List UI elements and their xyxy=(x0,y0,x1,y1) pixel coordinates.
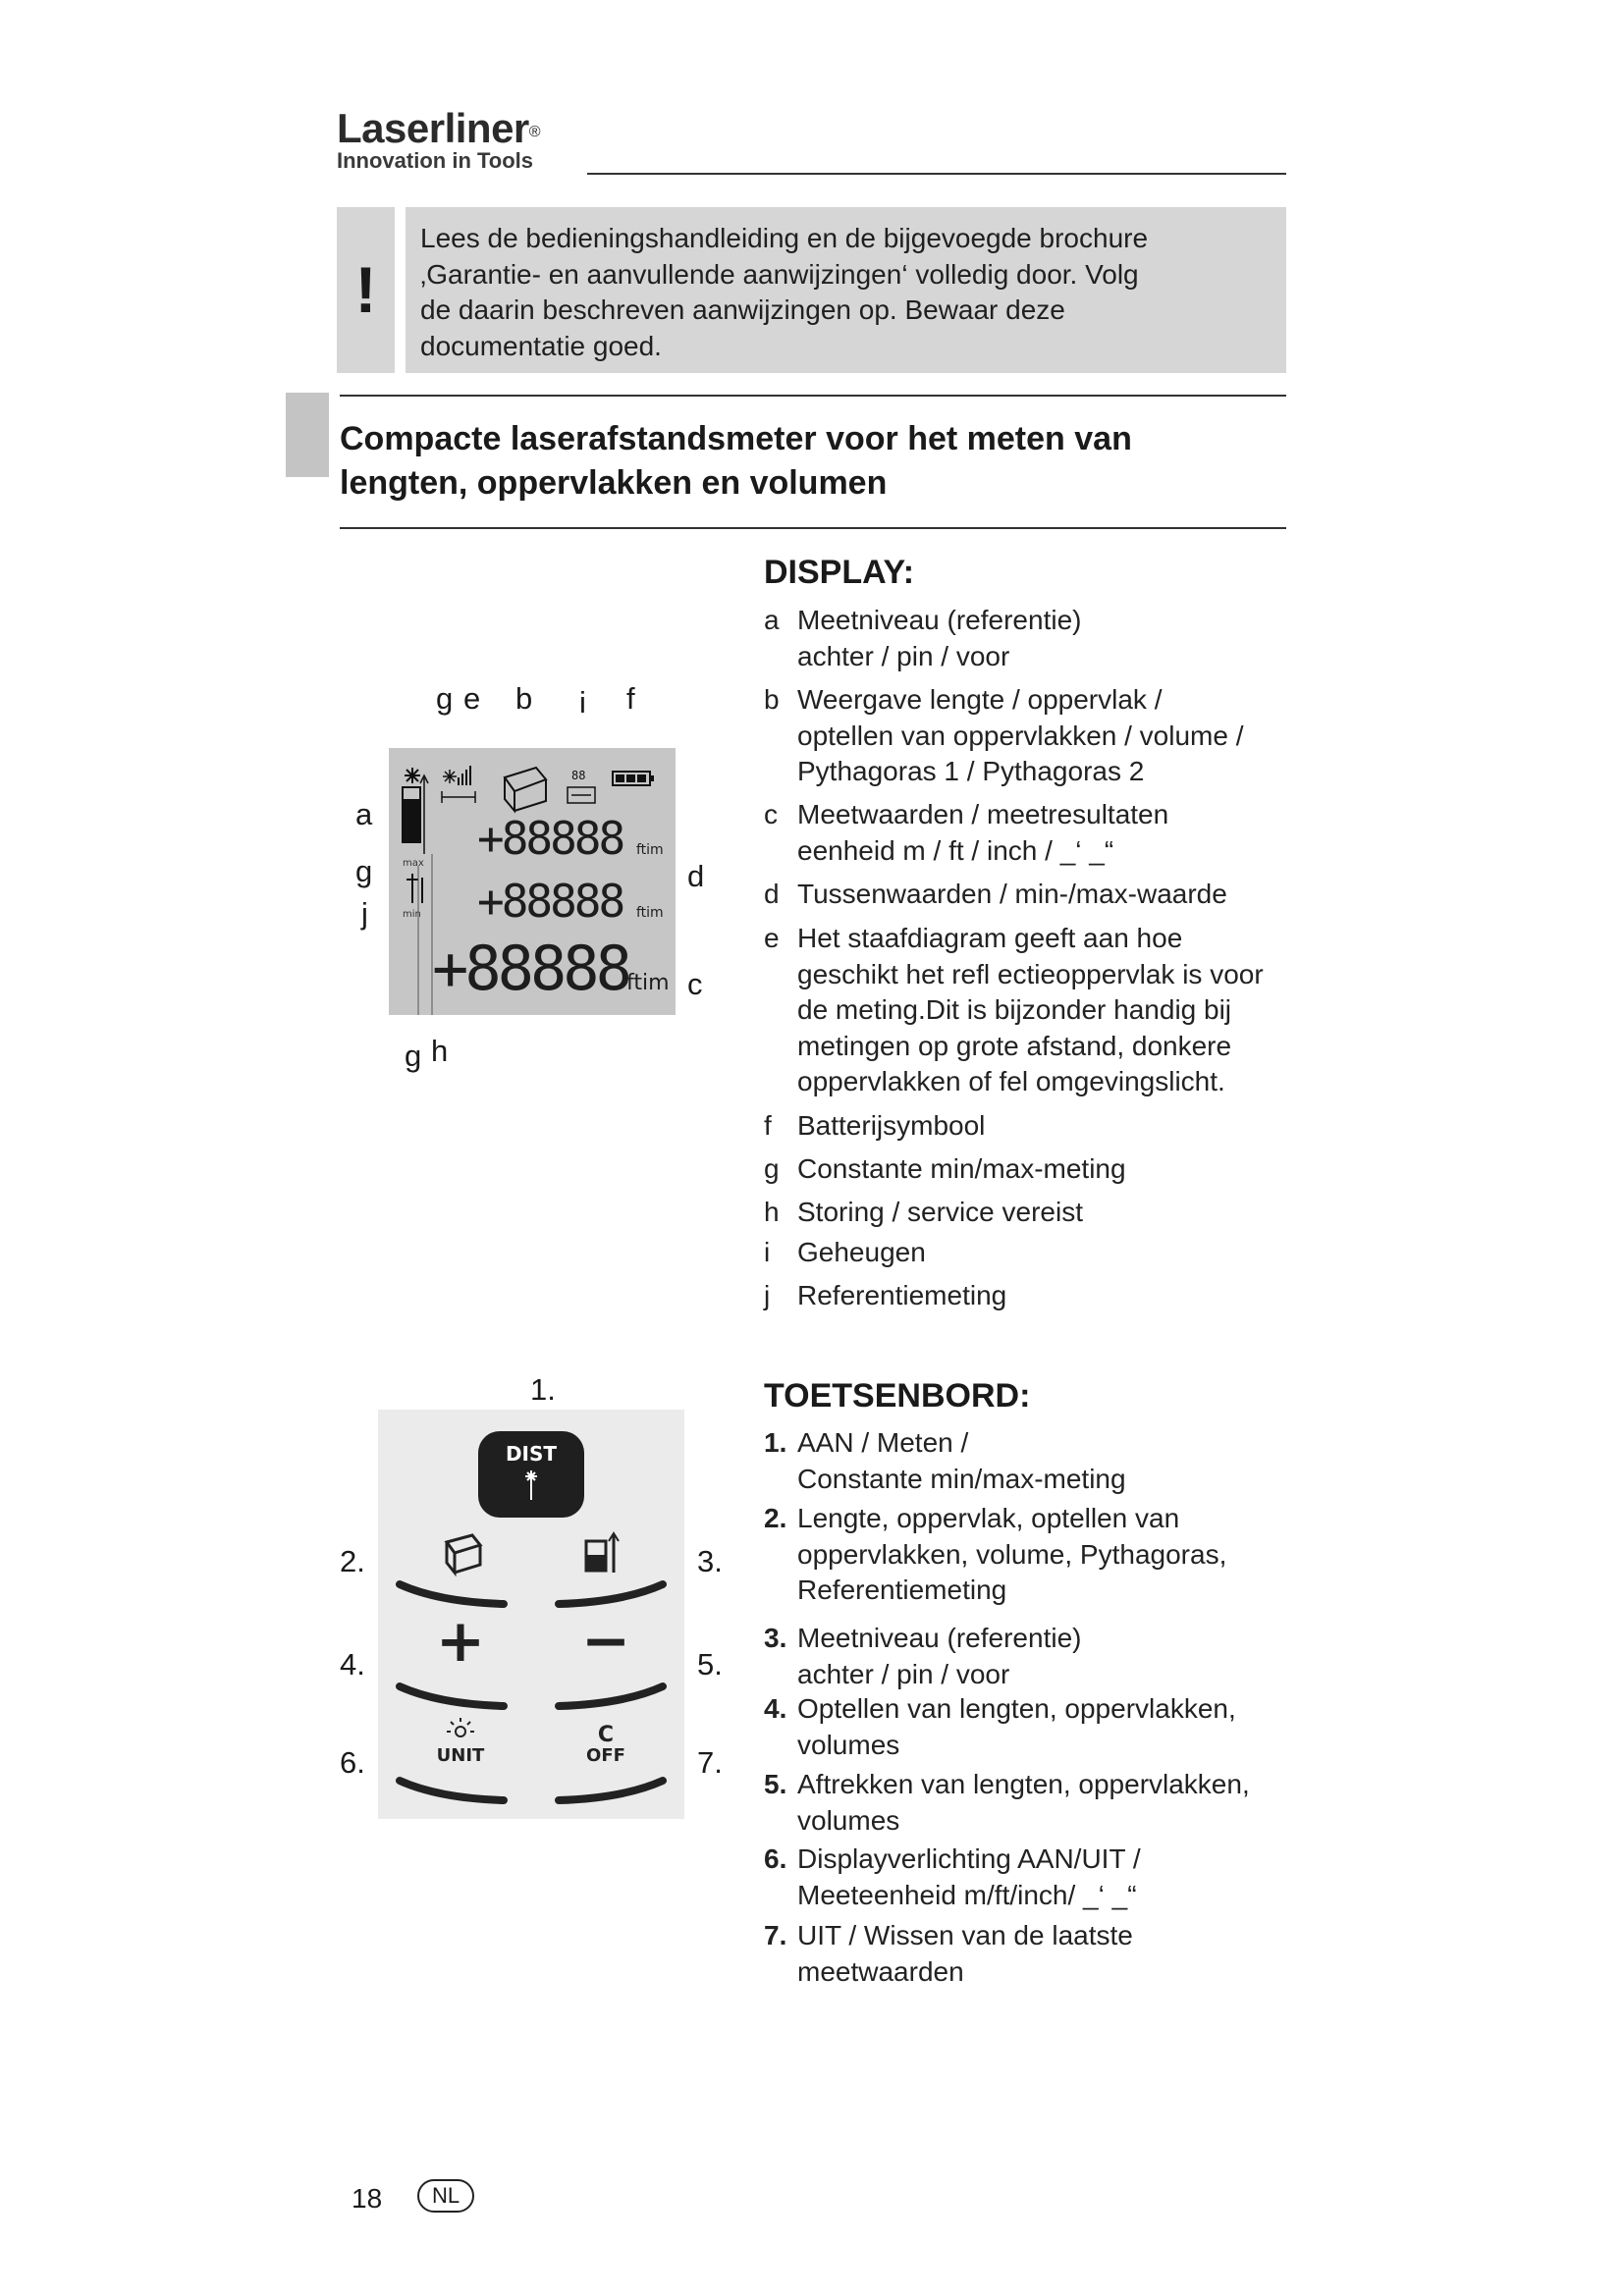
display-item-h xyxy=(764,1195,1294,1231)
item-text: Constante min/max-meting xyxy=(797,1463,1126,1494)
minus-icon: − xyxy=(580,1607,631,1676)
keypad-item-4 xyxy=(764,1691,1294,1763)
light-icon xyxy=(447,1718,474,1736)
item-text: Het staafdiagram geeft aan hoe xyxy=(797,923,1183,953)
diagram-label-top: i xyxy=(579,685,586,720)
keypad-number-7: 7. xyxy=(697,1745,723,1780)
item-text: optellen van oppervlakken / volume / xyxy=(797,720,1244,751)
item-key: h xyxy=(764,1197,780,1227)
c-label: C xyxy=(597,1723,615,1747)
reference-rear-icon xyxy=(403,799,420,842)
area-volume-icon xyxy=(505,768,546,811)
section-marker xyxy=(286,393,329,477)
volume-icon xyxy=(447,1535,480,1573)
diagram-label-left: g xyxy=(355,854,373,888)
notice-line: documentatie goed. xyxy=(420,330,662,361)
item-text: oppervlakken of fel omgevingslicht. xyxy=(797,1066,1225,1096)
notice-line: de daarin beschreven aanwijzingen op. Bewaar deze xyxy=(420,294,1065,325)
min-label: min xyxy=(403,909,421,920)
diagram-label-top: g xyxy=(436,681,454,716)
lcd-display xyxy=(389,748,676,1015)
item-key: 5. xyxy=(764,1769,787,1799)
area-volume-key[interactable] xyxy=(400,1535,504,1604)
item-text: Geheugen xyxy=(797,1237,926,1267)
brand-tagline: Innovation in Tools xyxy=(337,148,534,173)
warning-icon xyxy=(337,207,395,373)
page-number: 18 xyxy=(352,2183,383,2214)
item-text: Pythagoras 1 / Pythagoras 2 xyxy=(797,756,1145,786)
plus-icon: + xyxy=(435,1607,486,1676)
dist-label: DIST xyxy=(505,1442,558,1466)
item-key: 4. xyxy=(764,1693,787,1724)
item-text: Tussenwaarden / min-/max-waarde xyxy=(797,879,1227,909)
unit-key[interactable] xyxy=(400,1718,504,1800)
brand-logo xyxy=(337,106,540,173)
language-badge: NL xyxy=(417,2179,474,2213)
memory-digits: 88 xyxy=(571,769,586,782)
display-item-j xyxy=(764,1278,1294,1314)
item-text: de meting.Dit is bijzonder handig bij xyxy=(797,994,1232,1025)
item-text: Weergave lengte / oppervlak / xyxy=(797,684,1163,715)
battery-icon xyxy=(613,772,654,785)
warning-mark: ! xyxy=(354,253,377,326)
diagram-label-right: d xyxy=(687,859,705,893)
keypad-heading: TOETSENBORD: xyxy=(764,1377,1031,1415)
brand-name: Laserliner xyxy=(337,105,529,151)
keypad-item-6 xyxy=(764,1842,1294,1913)
reference-icon xyxy=(586,1533,619,1573)
readout-middle: +88888 xyxy=(477,875,623,928)
item-text: volumes xyxy=(797,1729,900,1760)
item-text: volumes xyxy=(797,1804,900,1836)
keypad-item-7 xyxy=(764,1918,1294,1990)
reference-pin-icon xyxy=(406,874,422,903)
item-key: 2. xyxy=(764,1503,787,1533)
section-title-line: lengten, oppervlakken en volumen xyxy=(340,464,888,502)
item-key: 6. xyxy=(764,1843,787,1874)
clear-off-key[interactable] xyxy=(559,1723,663,1800)
item-text: Optellen van lengten, oppervlakken, xyxy=(797,1693,1236,1724)
keypad-number-4: 4. xyxy=(340,1647,365,1682)
display-item-f xyxy=(764,1108,1294,1145)
display-item-b xyxy=(764,682,1294,790)
item-text: Referentiemeting xyxy=(797,1575,1007,1605)
section-title xyxy=(340,417,1286,506)
keypad-item-3 xyxy=(764,1621,1294,1692)
unit-label: ftim xyxy=(626,971,670,995)
header-rule xyxy=(587,173,1286,175)
display-item-d xyxy=(764,877,1294,913)
display-item-a xyxy=(764,603,1294,674)
notice-line: Lees de bedieningshandleiding en de bijgevoegde brochure xyxy=(420,223,1149,253)
keypad-svg xyxy=(378,1410,684,1819)
item-text: Lengte, oppervlak, optellen van xyxy=(797,1503,1180,1533)
diagram-label-left: a xyxy=(355,797,373,831)
minus-key[interactable] xyxy=(559,1607,663,1706)
keypad-number-2: 2. xyxy=(340,1544,365,1578)
keypad-illustration xyxy=(378,1410,684,1819)
item-text: Meetwaarden / meetresultaten xyxy=(797,799,1169,829)
item-key: 7. xyxy=(764,1920,787,1950)
unit-label: UNIT xyxy=(436,1745,485,1766)
item-key: g xyxy=(764,1153,780,1184)
diagram-label-top: f xyxy=(626,681,635,716)
section-rule-bottom xyxy=(340,527,1286,529)
section-title-line: Compacte laserafstandsmeter voor het meten van xyxy=(340,420,1132,457)
unit-label: ftim xyxy=(636,905,664,921)
keypad-number-6: 6. xyxy=(340,1745,365,1780)
item-text: oppervlakken, volume, Pythagoras, xyxy=(797,1538,1227,1570)
dist-key[interactable] xyxy=(478,1431,584,1518)
item-text: achter / pin / voor xyxy=(797,640,1010,671)
item-text: Meetniveau (referentie) xyxy=(797,605,1082,635)
diagram-label-bottom: h xyxy=(431,1034,449,1068)
item-key: i xyxy=(764,1237,771,1267)
item-text: Constante min/max-meting xyxy=(797,1153,1126,1184)
item-key: j xyxy=(764,1280,771,1310)
registered-mark: ® xyxy=(528,124,541,140)
diagram-label-top: b xyxy=(515,681,533,716)
display-heading: DISPLAY: xyxy=(764,554,915,591)
notice-line: ‚Garantie- en aanvullende aanwijzingen‘ volledig door. Volg xyxy=(420,258,1139,290)
diagram-label-right: c xyxy=(687,967,703,1001)
keypad-item-2 xyxy=(764,1501,1294,1609)
plus-key[interactable] xyxy=(400,1607,504,1706)
item-key: b xyxy=(764,684,780,715)
display-item-e xyxy=(764,921,1294,1100)
readout-top: +88888 xyxy=(477,812,623,865)
keypad-item-5 xyxy=(764,1767,1294,1839)
keypad-number-3: 3. xyxy=(697,1544,723,1578)
readout-main: +88888 xyxy=(432,933,628,1004)
item-key: c xyxy=(764,799,778,829)
display-item-c xyxy=(764,797,1294,869)
keypad-number-1: 1. xyxy=(530,1372,556,1407)
section-rule-top xyxy=(340,395,1286,397)
lcd-svg xyxy=(389,748,676,1015)
max-label: max xyxy=(403,858,424,869)
item-text: Displayverlichting AAN/UIT / xyxy=(797,1843,1141,1874)
item-key: a xyxy=(764,605,780,635)
item-text: geschikt het refl ectieoppervlak is voor xyxy=(797,958,1264,989)
item-text: metingen op grote afstand, donkere xyxy=(797,1030,1232,1061)
reference-key[interactable] xyxy=(559,1533,663,1604)
item-text: AAN / Meten / xyxy=(797,1427,969,1458)
unit-label: ftim xyxy=(636,842,664,858)
item-text: Referentiemeting xyxy=(797,1280,1007,1310)
laser-star-icon xyxy=(405,768,420,783)
item-text: achter / pin / voor xyxy=(797,1658,1010,1689)
display-item-i xyxy=(764,1235,1294,1271)
off-label: OFF xyxy=(586,1745,625,1766)
item-text: eenheid m / ft / inch / _‘ _“ xyxy=(797,834,1114,866)
item-text: Meetniveau (referentie) xyxy=(797,1623,1082,1653)
notice-box xyxy=(406,207,1286,373)
item-key: d xyxy=(764,879,780,909)
item-text: Batterijsymbool xyxy=(797,1110,986,1141)
item-key: e xyxy=(764,923,780,953)
diagram-label-bottom: g xyxy=(405,1039,422,1073)
keypad-item-1 xyxy=(764,1425,1294,1497)
item-key: f xyxy=(764,1110,772,1141)
item-text: Aftrekken van lengten, oppervlakken, xyxy=(797,1769,1250,1799)
length-marker-icon xyxy=(442,791,475,803)
keypad-number-5: 5. xyxy=(697,1647,723,1682)
diagram-label-left: j xyxy=(361,896,368,931)
diagram-label-top: e xyxy=(463,681,481,716)
item-text: Storing / service vereist xyxy=(797,1197,1083,1227)
signal-bars-icon xyxy=(458,766,471,785)
item-key: 3. xyxy=(764,1623,787,1653)
item-key: 1. xyxy=(764,1427,787,1458)
item-text: Meeteenheid m/ft/inch/ _‘ _“ xyxy=(797,1879,1137,1910)
display-item-g xyxy=(764,1151,1294,1188)
item-text: UIT / Wissen van de laatste meetwaarden xyxy=(797,1920,1133,1987)
memory-icon xyxy=(568,787,595,803)
